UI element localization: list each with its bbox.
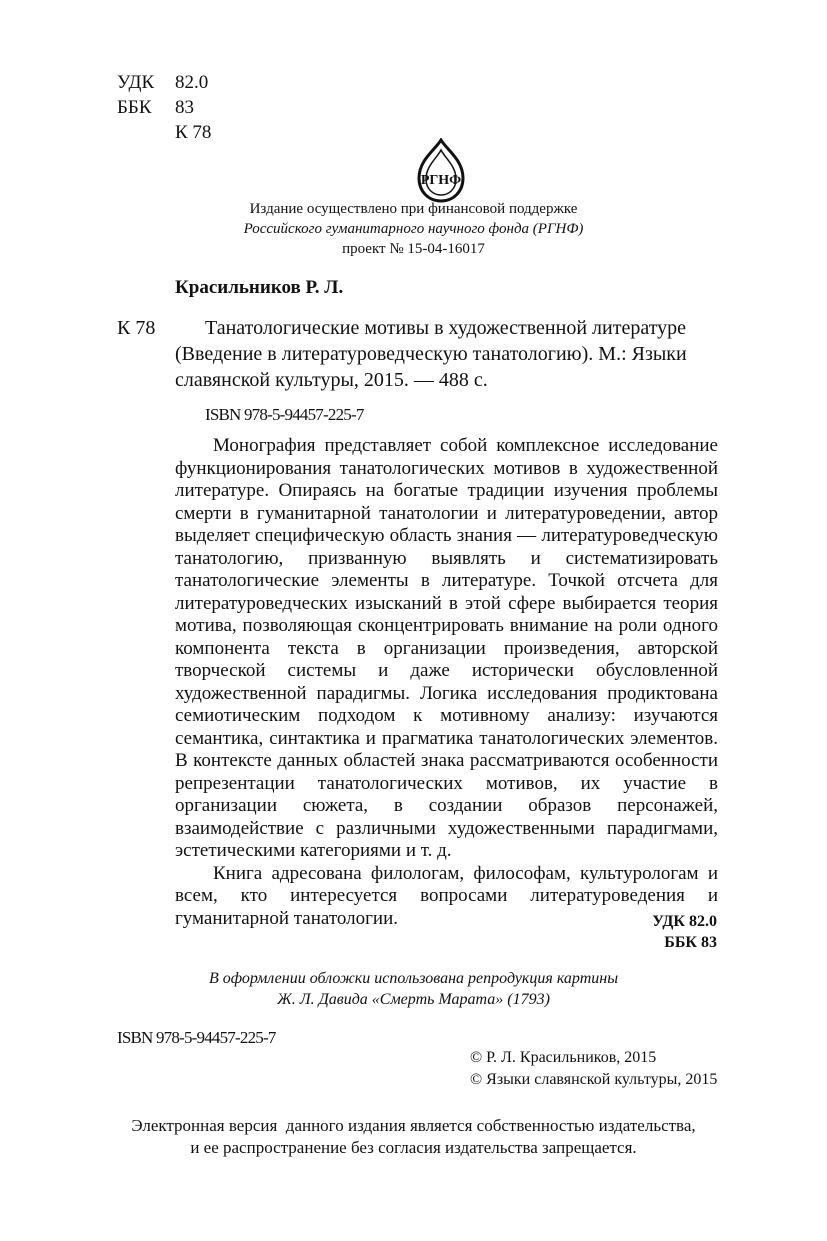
udk-code: УДК 82.0	[652, 913, 717, 930]
udk-label: УДК	[117, 72, 155, 93]
notice-line-1: Электронная версия данного издания является собственностью издательства,	[131, 1116, 696, 1135]
cover-note-line-1: В оформлении обложки использована репродукция картины	[208, 970, 619, 987]
abstract-paragraph-2: Книга адресована филологам, философам, культурологам и всем, кто интересуется вопросами литературоведения и гуманитарной танатологии.	[175, 862, 718, 929]
cover-note	[0, 968, 827, 1010]
classification-block	[117, 70, 211, 145]
abstract-paragraph-1: Монография представляет собой комплексное исследование функционирования танатологических мотивов в художественной литературе. Опираясь на богатые традиции изучения проблемы смерти в гуманитарной танатологии и литературоведении, автор выделяет специфическую область знания — литературоведческую танатологию, призванную выявлять и систематизировать танатологические элементы в литературе. Точкой отсчета для литературоведческих изысканий в этой сфере выбирается теория мотива, позволяющая сконцентрировать внимание на роли одного компонента текста в организации произведения, авторской творческой системы и даже исторически обусловленной художественной парадигмы. Логика исследования продиктована семиотическим подходом к мотивному анализу: изучаются семантика, синтактика и прагматика танатологических элементов. В контексте данных областей знака рассматриваются особенности репрезентации танатологических мотивов, их участие в организации сюжета, в создании образов персонажей, взаимодействие с различными художественными парадигмами, эстетическими категориями и т. д.	[175, 435, 718, 861]
funding-line-3: проект № 15-04-16017	[342, 241, 485, 257]
copyright-line-2: © Языки славянской культуры, 2015	[470, 1071, 718, 1088]
funding-note	[0, 199, 827, 259]
abstract	[175, 435, 718, 930]
isbn-bottom: ISBN 978-5-94457-225-7	[117, 1028, 276, 1047]
isbn-top: ISBN 978-5-94457-225-7	[205, 405, 364, 424]
bibliographic-description	[175, 315, 720, 393]
bib-line-2: (Введение в литературоведческую танатологию). М.: Языки	[175, 343, 687, 365]
copyright-line-1: © Р. Л. Красильников, 2015	[470, 1049, 657, 1066]
bib-author-mark: К 78	[117, 317, 156, 339]
author-name: Красильников Р. Л.	[175, 277, 344, 298]
logo-text: РГНФ	[420, 173, 462, 188]
bib-line-1: Танатологические мотивы в художественной литературе	[205, 317, 687, 339]
rgnf-logo-icon	[413, 138, 469, 204]
bib-line-3: славянской культуры, 2015. — 488 с.	[175, 369, 488, 391]
electronic-notice	[0, 1115, 827, 1159]
notice-line-2: и ее распространение без согласия издательства запрещается.	[190, 1138, 637, 1157]
udk-value: 82.0	[175, 72, 209, 93]
classification-codes	[652, 911, 717, 953]
bbk-code: ББК 83	[664, 934, 717, 951]
cover-note-line-2: Ж. Л. Давида «Смерть Марата» (1793)	[277, 991, 550, 1008]
funding-line-1: Издание осуществлено при финансовой поддержке	[249, 201, 578, 217]
bbk-label: ББК	[117, 97, 152, 118]
funding-line-2: Российского гуманитарного научного фонда (РГНФ)	[243, 221, 584, 237]
author-mark-top: К 78	[175, 122, 212, 143]
copyright-block	[470, 1047, 717, 1091]
bbk-value: 83	[175, 97, 194, 118]
